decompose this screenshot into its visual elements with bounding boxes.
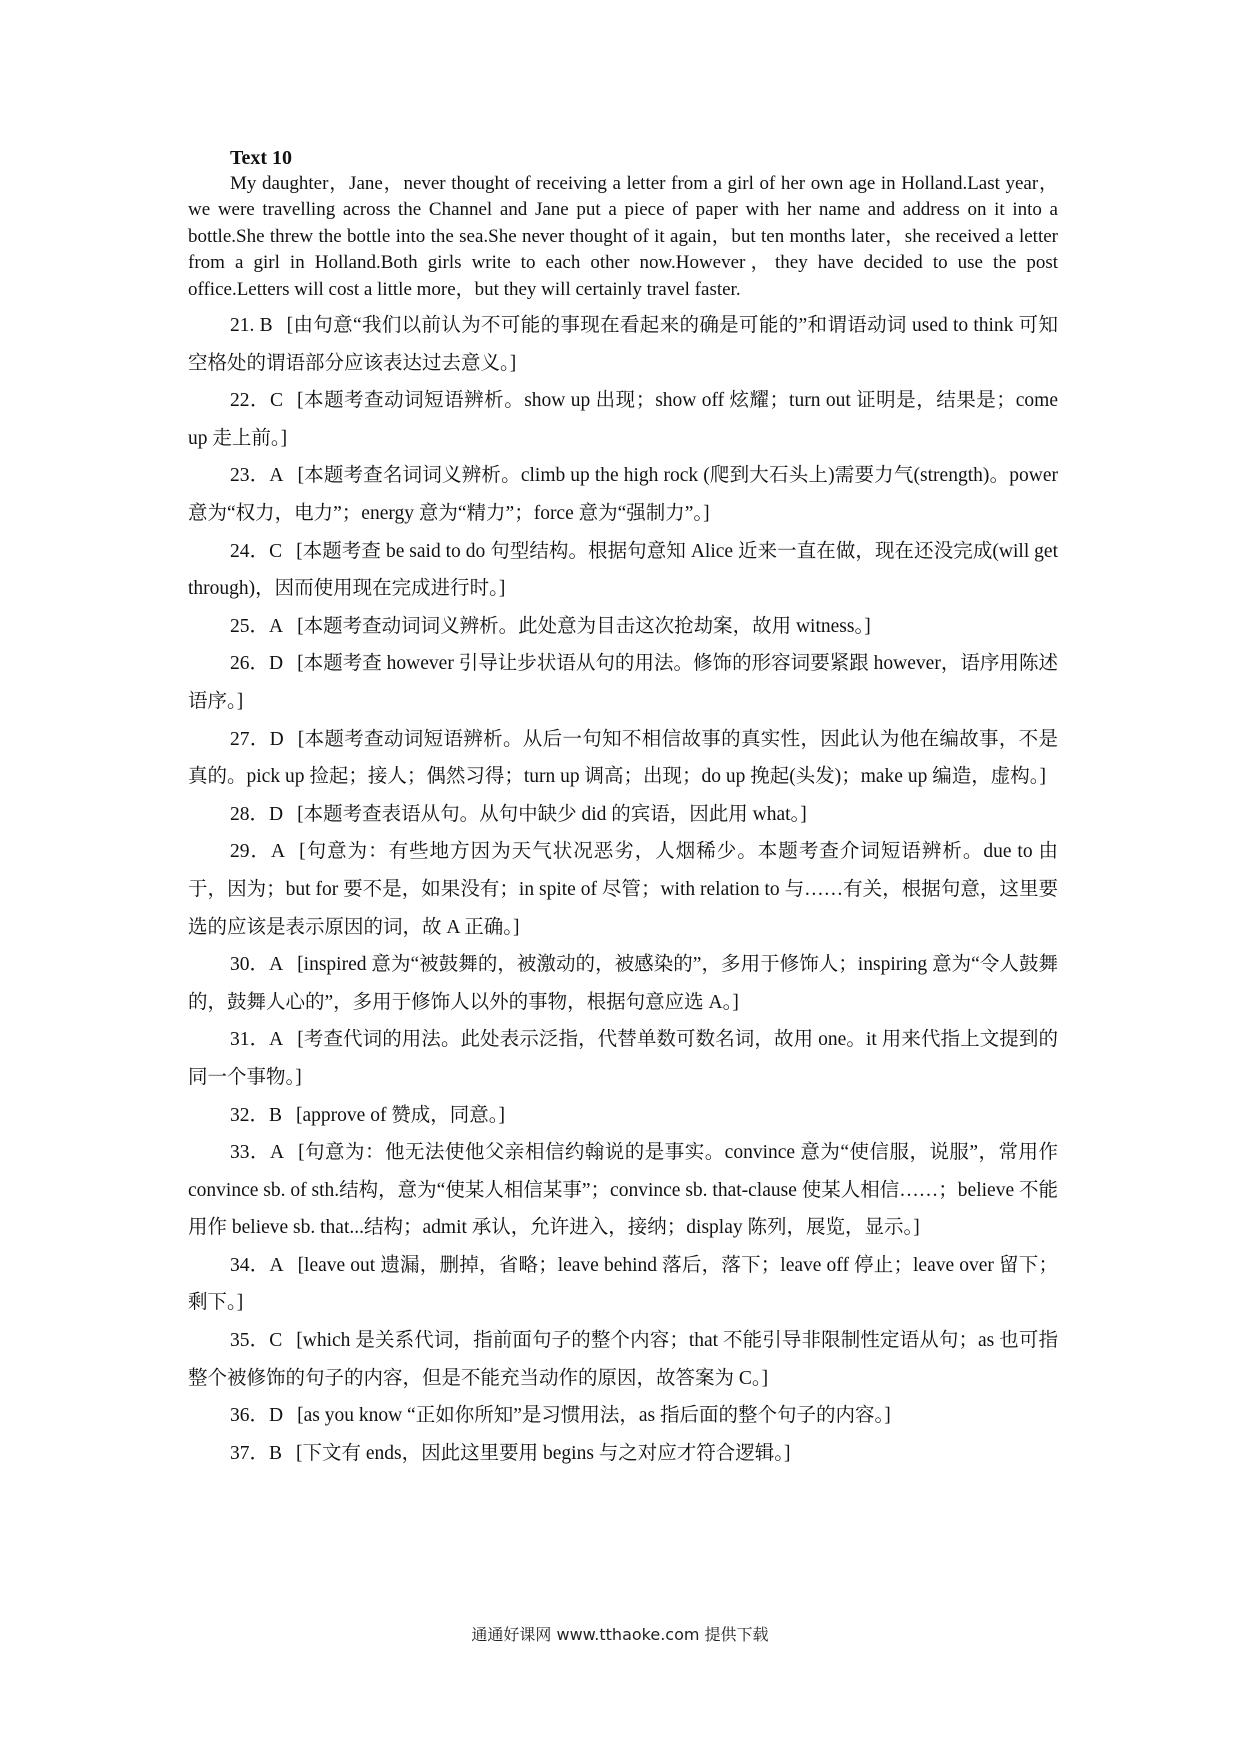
answer-explanation: [本题考查动词短语辨析。show up 出现；show off 炫耀；turn out 证明是，结果是；come up 走上前。]: [188, 390, 1058, 449]
answer-item: [188, 1021, 1058, 1096]
answer-item: [188, 645, 1058, 720]
answer-number: 31．A: [230, 1029, 284, 1051]
answer-item: [188, 1322, 1058, 1397]
answer-item: [188, 1134, 1058, 1247]
answer-explanation: [下文有 ends，因此这里要用 begins 与之对应才符合逻辑。]: [296, 1442, 791, 1464]
answer-item: [188, 721, 1058, 796]
answer-number: 28．D: [230, 803, 284, 825]
answer-item: [188, 307, 1058, 382]
text-title: Text 10: [230, 147, 293, 169]
answer-number: 23．A: [230, 465, 284, 487]
answer-number: 21. B: [230, 315, 273, 337]
page-footer: 通通好课网 www.tthaoke.com 提供下载: [471, 1625, 769, 1644]
answer-explanation: [句意为：有些地方因为天气状况恶劣，人烟稀少。本题考查介词短语辨析。due to 由于，因为；but for 要不是，如果没有；in spite of 尽管；with relation to 与……有关，根据句意，这里要选的应该是表示原因的词，故 A 正确。]: [188, 841, 1058, 938]
answer-explanation: [句意为：他无法使他父亲相信约翰说的是事实。convince 意为“使信服，说服”，常用作 convince sb. of sth.结构，意为“使某人相信某事”；convince sb. that-clause 使某人相信……；believe 不能用作 believe sb. that...结构；admit 承认，允许进入，接纳；display 陈列，展览，显示。]: [188, 1142, 1059, 1239]
answer-number: 22．C: [230, 390, 284, 412]
answer-explanation: [由句意“我们以前认为不可能的事现在看起来的确是可能的”和谓语动词 used to think 可知空格处的谓语部分应该表达过去意义。]: [188, 315, 1058, 374]
answer-explanation: [本题考查 however 引导让步状语从句的用法。修饰的形容词要紧跟 however，语序用陈述语序。]: [188, 653, 1058, 712]
answer-number: 36．D: [230, 1405, 284, 1427]
answer-number: 27．D: [230, 728, 284, 750]
answer-number: 37．B: [230, 1442, 283, 1464]
answer-number: 24．C: [230, 540, 283, 562]
answer-number: 33．A: [230, 1142, 285, 1164]
answer-number: 32．B: [230, 1104, 283, 1126]
document-page: [188, 145, 1058, 1472]
answer-explanation: [approve of 赞成，同意。]: [296, 1104, 506, 1126]
answer-number: 29．A: [230, 841, 286, 863]
answer-item: [188, 608, 1058, 646]
answer-item: [188, 382, 1058, 457]
answer-item: [188, 1435, 1058, 1473]
answer-number: 26．D: [230, 653, 284, 675]
answer-item: [188, 1247, 1058, 1322]
answer-item: [188, 1097, 1058, 1135]
answer-explanation: [which 是关系代词，指前面句子的整个内容；that 不能引导非限制性定语从句；as 也可指整个被修饰的句子的内容，但是不能充当动作的原因，故答案为 C。]: [188, 1330, 1058, 1389]
answer-number: 30．A: [230, 954, 284, 976]
answer-explanation: [本题考查名词词义辨析。climb up the high rock (爬到大石头上)需要力气(strength)。power 意为“权力，电力”；energy 意为“精力”；force 意为“强制力”。]: [188, 465, 1058, 524]
answer-explanation: [本题考查 be said to do 句型结构。根据句意知 Alice 近来一直在做，现在还没完成(will get through)，因而使用现在完成进行时。]: [188, 540, 1059, 600]
answer-number: 25．A: [230, 615, 284, 637]
answer-explanation: [as you know “正如你所知”是习惯用法，as 指后面的整个句子的内容。]: [297, 1405, 891, 1427]
answer-number: 35．C: [230, 1330, 283, 1352]
answer-item: [188, 833, 1058, 946]
answer-explanation: [leave out 遗漏，删掉，省略；leave behind 落后，落下；leave off 停止；leave over 留下；剩下。]: [188, 1254, 1058, 1314]
reading-passage: My daughter，Jane，never thought of receiving a letter from a girl of her own age in Holland.Last year，we were travelling across the Channel and Jane put a piece of paper with her name and address on it into a bottle.She threw the bottle into the sea.She never thought of it again，but ten months later，she received a letter from a girl in Holland.Both girls write to each other now.However，they have decided to use the post office.Letters will cost a little more，but they will certainly travel faster.: [188, 173, 1058, 300]
answer-explanation: [本题考查动词词义辨析。此处意为目击这次抢劫案，故用 witness。]: [297, 615, 871, 637]
answer-item: [188, 946, 1058, 1021]
answer-list: [188, 307, 1058, 1472]
answer-explanation: [本题考查动词短语辨析。从后一句知不相信故事的真实性，因此认为他在编故事，不是真的。pick up 捡起；接人；偶然习得；turn up 调高；出现；do up 挽起(头发)；make up 编造，虚构。]: [188, 728, 1058, 788]
answer-item: [188, 457, 1058, 532]
answer-explanation: [考查代词的用法。此处表示泛指，代替单数可数名词，故用 one。it 用来代指上文提到的同一个事物。]: [188, 1029, 1058, 1088]
answer-item: [188, 796, 1058, 834]
answer-explanation: [inspired 意为“被鼓舞的，被激动的，被感染的”，多用于修饰人；inspiring 意为“令人鼓舞的，鼓舞人心的”，多用于修饰人以外的事物，根据句意应选 A。]: [188, 954, 1058, 1013]
answer-item: [188, 1397, 1058, 1435]
answer-item: [188, 533, 1058, 608]
answer-explanation: [本题考查表语从句。从句中缺少 did 的宾语，因此用 what。]: [297, 803, 807, 825]
answer-number: 34．A: [230, 1254, 284, 1276]
